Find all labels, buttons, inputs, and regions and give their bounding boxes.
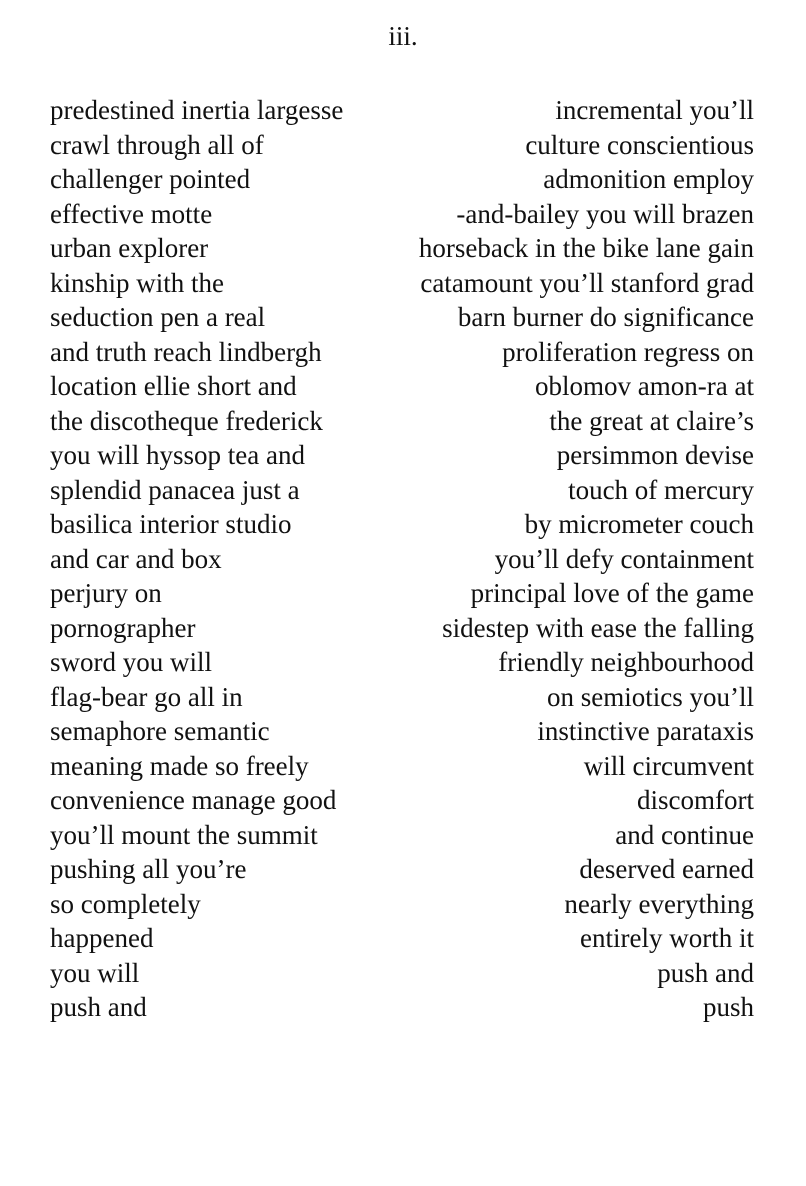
poem-line-right: nearly everything <box>564 888 754 919</box>
poem-line-right: -and-bailey you will brazen <box>456 198 754 229</box>
poem-line <box>50 714 754 749</box>
poem-line-right: culture conscientious <box>525 129 754 160</box>
poem-line <box>50 197 754 232</box>
poem-line-right: you’ll defy containment <box>494 543 754 574</box>
poem-line <box>50 369 754 404</box>
poem-line-left: and car and box <box>50 543 222 574</box>
poem-line <box>50 921 754 956</box>
poem-line <box>50 611 754 646</box>
poem-line <box>50 783 754 818</box>
poem-line-left: perjury on <box>50 578 162 608</box>
poem-line <box>50 128 754 163</box>
poem-line <box>50 473 754 508</box>
poem-line-left: meaning made so freely <box>50 750 309 781</box>
poem-line-right: barn burner do significance <box>457 302 754 332</box>
poem-line-left: flag-bear go all in <box>50 681 243 712</box>
poem-line-left: push and <box>50 992 147 1022</box>
poem-line-right: entirely worth it <box>580 923 754 953</box>
poem-line-right: friendly neighbourhood <box>498 647 754 677</box>
poem-line-right: will circumvent <box>583 750 754 781</box>
poem-body <box>50 93 754 1025</box>
poem-line-right: incremental you’ll <box>555 95 754 125</box>
poem-line-left: effective motte <box>50 198 213 229</box>
poem-line-right: sidestep with ease the falling <box>442 612 754 643</box>
poem-line-right: horseback in the bike lane gain <box>418 233 754 263</box>
poem-line-right: proliferation regress on <box>502 336 754 367</box>
poem-line-left: kinship with the <box>50 267 224 298</box>
poem-line-right: on semiotics you’ll <box>547 681 754 712</box>
poem-line-right: principal love of the game <box>470 578 754 608</box>
poem-line-left: and truth reach lindbergh <box>50 336 322 367</box>
poem-line <box>50 852 754 887</box>
poem-line <box>50 749 754 784</box>
poem-line <box>50 266 754 301</box>
poem-line-left: location ellie short and <box>50 371 297 401</box>
poem-line <box>50 887 754 922</box>
poem-line-left: challenger pointed <box>50 164 251 194</box>
poem-line-right: by micrometer couch <box>524 509 754 539</box>
poem-line-left: seduction pen a real <box>50 302 266 332</box>
poem-line-left: predestined inertia largesse <box>50 95 344 125</box>
poem-line <box>50 645 754 680</box>
poem-line-right: push and <box>657 957 754 988</box>
section-title: iii. <box>388 21 418 51</box>
poem-line-left: convenience manage good <box>50 785 337 815</box>
poem-line <box>50 93 754 128</box>
poem-line <box>50 507 754 542</box>
poem-line-right: instinctive parataxis <box>537 716 754 746</box>
poem-line <box>50 162 754 197</box>
poem-line-left: semaphore semantic <box>50 716 270 746</box>
poem-line-right: oblomov amon-ra at <box>535 371 754 401</box>
poem-line-left: urban explorer <box>50 233 209 263</box>
poem-line-right: the great at claire’s <box>549 405 754 436</box>
poem-line <box>50 542 754 577</box>
poem-line-left: so completely <box>50 888 201 919</box>
poem-line-right: and continue <box>615 819 754 850</box>
poem-line-left: crawl through all of <box>50 129 264 160</box>
poem-line <box>50 576 754 611</box>
poem-line <box>50 231 754 266</box>
poem-line-left: pornographer <box>50 612 196 643</box>
poem-line <box>50 990 754 1025</box>
poem-line-right: push <box>702 992 754 1022</box>
poem-line <box>50 404 754 439</box>
poem-line <box>50 956 754 991</box>
poem-line <box>50 335 754 370</box>
poem-line-right: touch of mercury <box>568 474 754 505</box>
poem-line <box>50 438 754 473</box>
poem-line-left: sword you will <box>50 647 212 677</box>
poem-line-left: splendid panacea just a <box>50 474 300 505</box>
poem-line-right: admonition employ <box>543 164 754 194</box>
poem-line-left: pushing all you’re <box>50 854 247 884</box>
poem-line-left: basilica interior studio <box>50 509 292 539</box>
poem-line <box>50 680 754 715</box>
poem-line-left: you will hyssop tea and <box>50 440 305 470</box>
poem-line-right: catamount you’ll stanford grad <box>420 267 754 298</box>
poem-line <box>50 300 754 335</box>
poem-line-left: you will <box>50 957 140 988</box>
poem-line-right: discomfort <box>637 785 754 815</box>
poem-line <box>50 818 754 853</box>
poem-line-left: happened <box>50 923 154 953</box>
poem-line-right: deserved earned <box>579 854 754 884</box>
poem-line-right: persimmon devise <box>556 440 754 470</box>
poem-line-left: the discotheque frederick <box>50 405 323 436</box>
poem-line-left: you’ll mount the summit <box>50 819 318 850</box>
